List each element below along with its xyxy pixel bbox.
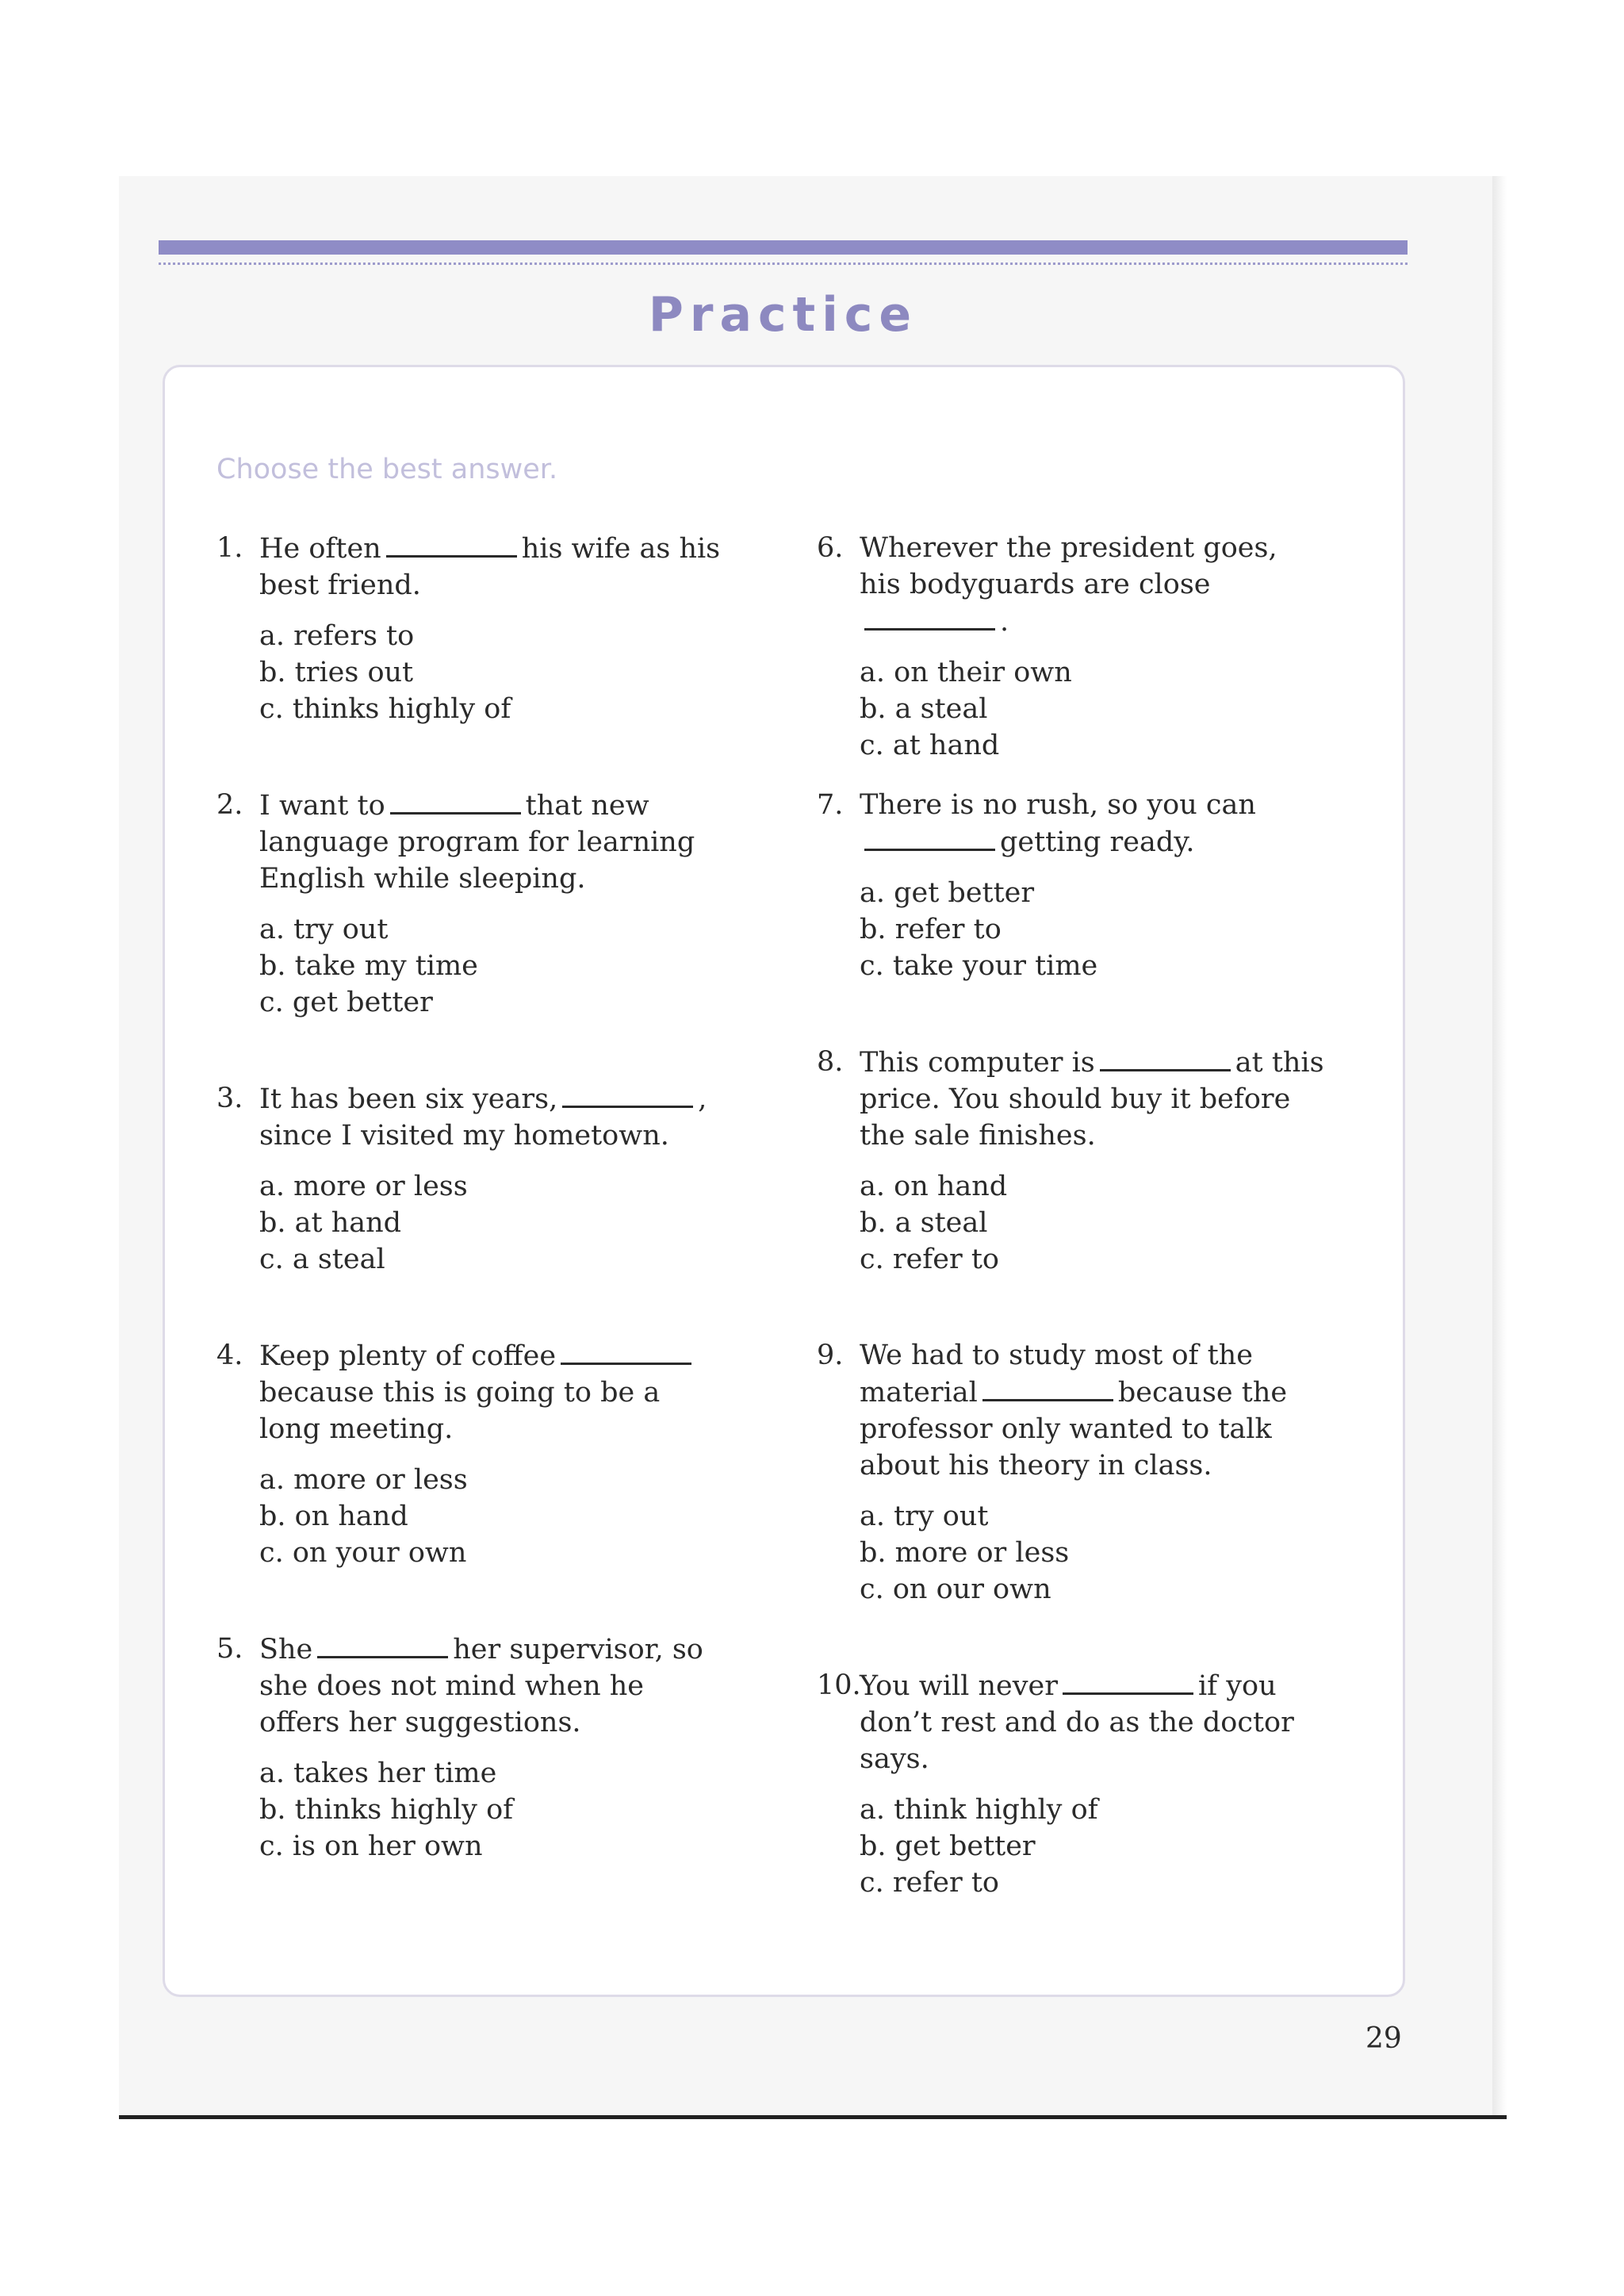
page-number: 29 xyxy=(1365,2022,1402,2055)
answer-blank[interactable] xyxy=(982,1374,1113,1401)
option-b[interactable]: b. thinks highly of xyxy=(259,1794,514,1826)
option-b[interactable]: b. a steal xyxy=(860,693,988,725)
question-stem xyxy=(860,1667,1324,1777)
question-number: 10. xyxy=(817,1669,861,1701)
question-number: 6. xyxy=(817,532,844,564)
option-a[interactable]: a. refers to xyxy=(259,620,415,652)
answer-options xyxy=(860,1792,1324,1901)
question-stem xyxy=(860,530,1324,640)
question-number: 2. xyxy=(216,789,243,821)
answer-blank[interactable] xyxy=(561,1337,691,1365)
stem-after: if you don’t rest and do as the doctor says. xyxy=(860,1670,1294,1775)
question-stem xyxy=(860,1044,1324,1154)
answer-options xyxy=(860,1498,1324,1608)
option-b[interactable]: b. on hand xyxy=(259,1501,408,1532)
answer-blank[interactable] xyxy=(317,1631,448,1658)
option-a[interactable]: a. think highly of xyxy=(860,1794,1098,1826)
question-number: 1. xyxy=(216,532,243,564)
stem-before: I want to xyxy=(259,790,385,822)
answer-options xyxy=(259,911,724,1021)
answer-options xyxy=(259,1168,724,1278)
answer-blank[interactable] xyxy=(1063,1667,1193,1695)
question-number: 4. xyxy=(216,1340,243,1371)
stem-after: . xyxy=(1000,606,1009,638)
question-8 xyxy=(817,1044,1324,1278)
option-c[interactable]: c. on our own xyxy=(860,1573,1051,1605)
stem-before: This computer is xyxy=(860,1047,1095,1079)
answer-blank[interactable] xyxy=(1100,1044,1231,1071)
stem-after: her supervisor, so she does not mind when he offers her suggestions. xyxy=(259,1634,703,1738)
stem-after: that new language program for learning English while sleeping. xyxy=(259,790,695,895)
stem-before: He often xyxy=(259,533,381,565)
option-c[interactable]: c. at hand xyxy=(860,730,1000,761)
question-stem xyxy=(259,1080,724,1154)
stem-after: his wife as his best friend. xyxy=(259,533,721,601)
stem-after: at this price. You should buy it before the sale finishes. xyxy=(860,1047,1324,1152)
stem-after: because the professor only wanted to talk about his theory in class. xyxy=(860,1377,1288,1481)
question-stem xyxy=(259,1631,724,1741)
answer-blank[interactable] xyxy=(864,823,995,851)
option-b[interactable]: b. get better xyxy=(860,1830,1036,1862)
stem-after: getting ready. xyxy=(1000,826,1195,858)
question-stem xyxy=(259,1337,724,1447)
answer-options xyxy=(860,654,1324,764)
question-3 xyxy=(216,1080,724,1278)
option-a[interactable]: a. more or less xyxy=(259,1171,468,1202)
question-number: 8. xyxy=(817,1046,844,1078)
answer-blank[interactable] xyxy=(386,530,517,558)
question-5 xyxy=(216,1631,724,1865)
option-a[interactable]: a. try out xyxy=(259,914,389,945)
option-b[interactable]: b. refer to xyxy=(860,914,1002,945)
question-number: 7. xyxy=(817,789,844,821)
instruction-text: Choose the best answer. xyxy=(216,454,558,485)
option-a[interactable]: a. takes her time xyxy=(259,1757,497,1789)
question-7 xyxy=(817,787,1324,984)
option-b[interactable]: b. tries out xyxy=(259,657,414,688)
stem-before: We had to study most of the material xyxy=(860,1340,1253,1409)
question-10 xyxy=(817,1667,1324,1901)
option-c[interactable]: c. thinks highly of xyxy=(259,693,511,725)
page-edge-shadow xyxy=(1492,176,1507,2119)
answer-options xyxy=(259,618,724,727)
option-b[interactable]: b. a steal xyxy=(860,1207,988,1239)
option-c[interactable]: c. is on her own xyxy=(259,1830,483,1862)
question-number: 3. xyxy=(216,1083,243,1114)
header-dotted-rule xyxy=(159,263,1408,265)
question-stem xyxy=(259,530,724,604)
option-a[interactable]: a. more or less xyxy=(259,1464,468,1496)
answer-blank[interactable] xyxy=(864,603,995,631)
stem-before: Wherever the president goes, his bodyguards are close xyxy=(860,532,1277,600)
question-stem xyxy=(860,787,1324,861)
option-a[interactable]: a. on their own xyxy=(860,657,1072,688)
answer-options xyxy=(259,1462,724,1571)
option-b[interactable]: b. at hand xyxy=(259,1207,402,1239)
option-c[interactable]: c. on your own xyxy=(259,1537,467,1569)
stem-before: Keep plenty of coffee xyxy=(259,1340,557,1372)
option-c[interactable]: c. take your time xyxy=(860,950,1098,982)
question-number: 5. xyxy=(216,1633,243,1665)
question-number: 9. xyxy=(817,1340,844,1371)
answer-options xyxy=(259,1755,724,1865)
answer-blank[interactable] xyxy=(390,787,521,815)
stem-before: It has been six years, xyxy=(259,1083,558,1115)
question-stem xyxy=(259,787,724,897)
question-1 xyxy=(216,530,724,727)
stem-before: There is no rush, so you can xyxy=(860,789,1256,821)
option-a[interactable]: a. on hand xyxy=(860,1171,1008,1202)
option-b[interactable]: b. take my time xyxy=(259,950,478,982)
option-c[interactable]: c. a steal xyxy=(259,1244,385,1275)
option-c[interactable]: c. refer to xyxy=(860,1867,999,1899)
answer-options xyxy=(860,875,1324,984)
question-2 xyxy=(216,787,724,1021)
option-c[interactable]: c. get better xyxy=(259,987,433,1018)
page-title: Practice xyxy=(648,287,918,343)
question-stem xyxy=(860,1337,1324,1484)
option-c[interactable]: c. refer to xyxy=(860,1244,999,1275)
stem-after: because this is going to be a long meeting. xyxy=(259,1377,661,1445)
stem-before: She xyxy=(259,1634,313,1665)
header-bar xyxy=(159,240,1408,255)
bottom-rule xyxy=(119,2115,1507,2119)
option-b[interactable]: b. more or less xyxy=(860,1537,1070,1569)
question-4 xyxy=(216,1337,724,1571)
option-a[interactable]: a. get better xyxy=(860,877,1035,909)
stem-after: , since I visited my hometown. xyxy=(259,1083,707,1152)
question-9 xyxy=(817,1337,1324,1608)
option-a[interactable]: a. try out xyxy=(860,1501,989,1532)
question-6 xyxy=(817,530,1324,764)
answer-blank[interactable] xyxy=(562,1080,693,1108)
stem-before: You will never xyxy=(860,1670,1058,1702)
answer-options xyxy=(860,1168,1324,1278)
